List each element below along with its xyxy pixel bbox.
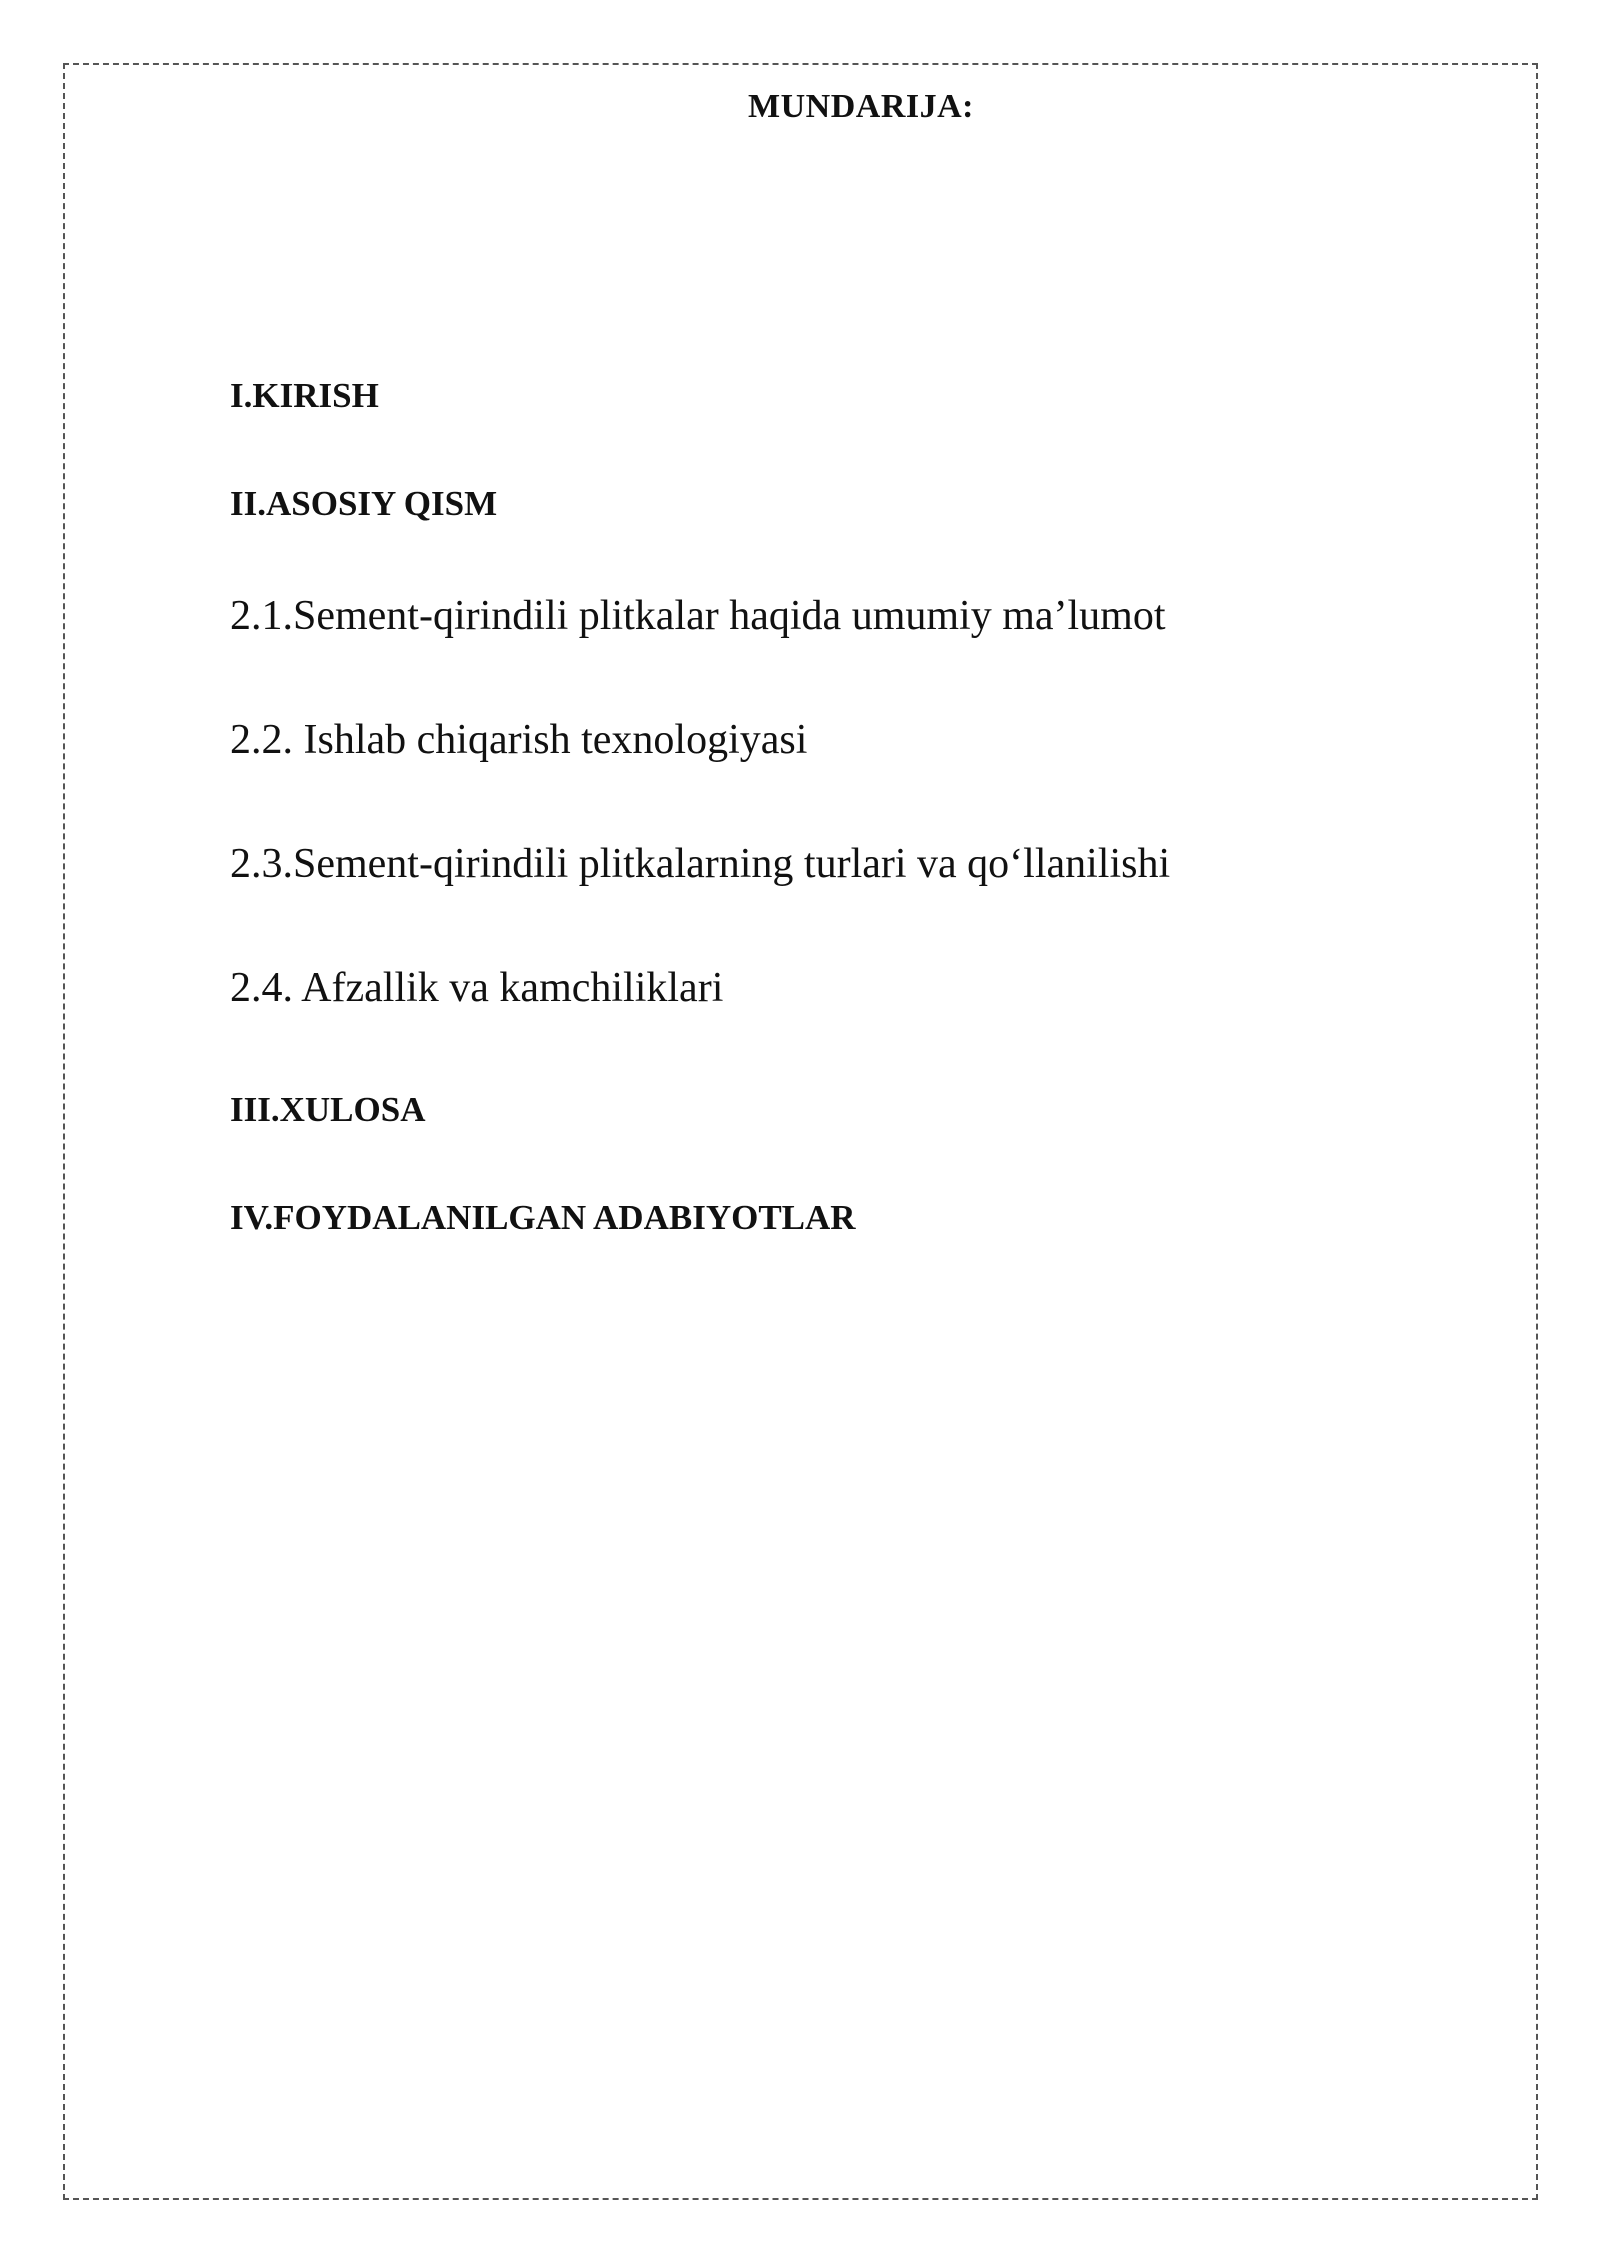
toc-item-2-2: 2.2. Ishlab chiqarish texnologiyasi: [230, 717, 808, 763]
page-title: MUNDARIJA:: [748, 88, 974, 125]
toc-item-adabiyotlar: IV.FOYDALANILGAN ADABIYOTLAR: [230, 1198, 856, 1237]
toc-item-2-4: 2.4. Afzallik va kamchiliklari: [230, 965, 724, 1011]
toc-item-2-1: 2.1.Sement-qirindili plitkalar haqida umumiy ma’lumot: [230, 593, 1166, 639]
toc-item-2-3: 2.3.Sement-qirindili plitkalarning turlari va qo‘llanilishi: [230, 841, 1171, 887]
toc-item-kirish: I.KIRISH: [230, 376, 379, 415]
toc-item-xulosa: III.XULOSA: [230, 1090, 426, 1129]
toc-item-asosiy-qism: II.ASOSIY QISM: [230, 484, 498, 523]
